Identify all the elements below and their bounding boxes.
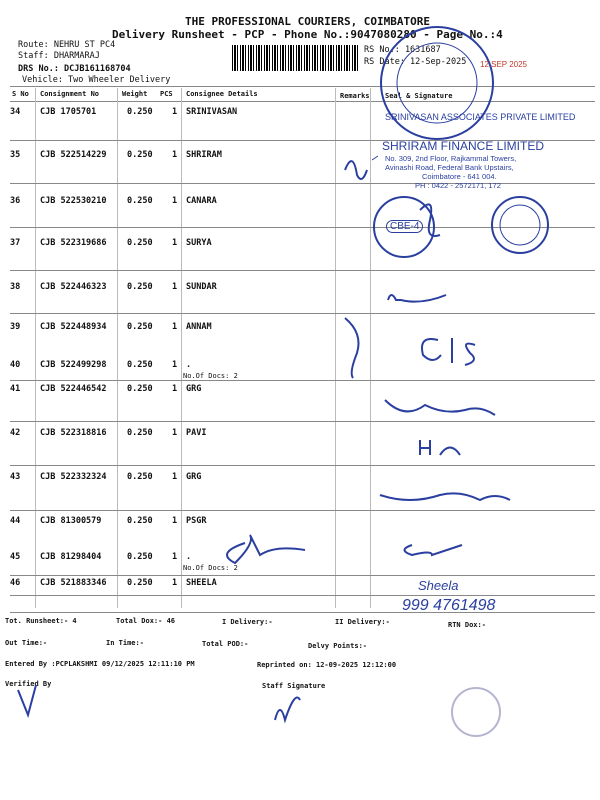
- pcs: 1: [172, 428, 178, 438]
- weight: 0.250: [127, 150, 153, 160]
- rs-date: RS Date: 12-Sep-2025: [364, 57, 467, 67]
- col-pcs: PCS: [160, 90, 173, 98]
- associates-stamp: SRINIVASAN ASSOCIATES PRIVATE LIMITED: [385, 112, 576, 122]
- row-sno: 39: [10, 322, 21, 332]
- consignee-name: PSGR: [186, 516, 207, 526]
- row-sno: 44: [10, 516, 21, 526]
- faint-stamp-circle: [452, 688, 500, 736]
- weight: 0.250: [127, 552, 153, 562]
- consignee-name: SHRIRAM: [186, 150, 222, 160]
- consignee-name: SUNDAR: [186, 282, 217, 292]
- rs-number: RS No.: 1631687: [364, 45, 441, 55]
- pcs: 1: [172, 196, 178, 206]
- consignee-name: GRG: [186, 384, 202, 394]
- row-sno: 35: [10, 150, 21, 160]
- staff-signature: Staff Signature: [262, 682, 326, 690]
- weight: 0.250: [127, 196, 153, 206]
- weight: 0.250: [127, 360, 153, 370]
- shriram-addr3: Coimbatore - 641 004.: [422, 172, 497, 181]
- consignment-no: CJB 522318816: [40, 428, 107, 438]
- reprinted-on: Reprinted on: 12-09-2025 12:12:00: [257, 661, 397, 669]
- verified-signature: [18, 685, 36, 715]
- consignment-no: CJB 522448934: [40, 322, 107, 332]
- consignment-no: CJB 522446542: [40, 384, 107, 394]
- row-sno: 42: [10, 428, 21, 438]
- signature-38: [388, 295, 446, 302]
- entered-by: Entered By :PCPLAKSHMI 09/12/2025 12:11:10 PM: [5, 660, 195, 668]
- docs-note: No.Of Docs: 2: [183, 564, 238, 572]
- consignment-no: CJB 522514229: [40, 150, 107, 160]
- weight: 0.250: [127, 578, 153, 588]
- pcs: 1: [172, 238, 178, 248]
- drs-number: DRS No.: DCJB161168704: [18, 64, 131, 74]
- row-sno: 46: [10, 578, 21, 588]
- col-weight: Weight: [122, 90, 148, 98]
- consignment-no: CJB 522530210: [40, 196, 107, 206]
- weight: 0.250: [127, 238, 153, 248]
- signature-40: [422, 338, 475, 365]
- consignment-no: CJB 81300579: [40, 516, 102, 526]
- weight: 0.250: [127, 322, 153, 332]
- route: Route: NEHRU ST PC4: [18, 40, 116, 50]
- consignee-name: SHEELA: [186, 578, 217, 588]
- cbe-stamp: CBE-4: [386, 220, 423, 233]
- pcs: 1: [172, 360, 178, 370]
- pcs: 1: [172, 322, 178, 332]
- out-time: Out Time:-: [5, 639, 48, 647]
- ii-delivery: II Delivery:-: [335, 618, 390, 626]
- weight: 0.250: [127, 472, 153, 482]
- weight: 0.250: [127, 384, 153, 394]
- col-consignment: Consignment No: [40, 90, 100, 98]
- consignment-no: CJB 521883346: [40, 578, 107, 588]
- weight: 0.250: [127, 516, 153, 526]
- consignment-no: CJB 81298404: [40, 552, 102, 562]
- weight: 0.250: [127, 428, 153, 438]
- consignee-name: .: [186, 552, 192, 562]
- consignee-name: PAVI: [186, 428, 207, 438]
- pcs: 1: [172, 384, 178, 394]
- total-pod: Total POD:-: [202, 640, 249, 648]
- consignee-name: ANNAM: [186, 322, 212, 332]
- consignee-name: CANARA: [186, 196, 217, 206]
- consignment-no: CJB 522332324: [40, 472, 107, 482]
- shriram-addr2: Avinashi Road, Federal Bank Upstairs,: [385, 163, 514, 172]
- signature-42: [420, 440, 460, 455]
- weight: 0.250: [127, 282, 153, 292]
- consignment-no: CJB 522446323: [40, 282, 107, 292]
- col-consignee: Consignee Details: [186, 90, 258, 98]
- pcs: 1: [172, 282, 178, 292]
- consignment-no: CJB 522319686: [40, 238, 107, 248]
- handwritten-phone: 999 4761498: [402, 597, 496, 614]
- row-sno: 36: [10, 196, 21, 206]
- vehicle: Vehicle: Two Wheeler Delivery: [22, 75, 171, 85]
- shriram-stamp-title: SHRIRAM FINANCE LIMITED: [382, 139, 545, 153]
- date-stamp: 12 SEP 2025: [480, 60, 528, 69]
- verified-by: Verified By: [5, 680, 52, 688]
- row-sno: 37: [10, 238, 21, 248]
- row-sno: 43: [10, 472, 21, 482]
- row-sno: 40: [10, 360, 21, 370]
- row-sno: 34: [10, 107, 21, 117]
- runsheet-subtitle: Delivery Runsheet - PCP - Phone No.:9047080280 - Page No.:4: [112, 28, 503, 41]
- signature-39: [345, 318, 359, 378]
- signature-43: [380, 493, 510, 500]
- signature-44: [405, 545, 463, 555]
- tot-runsheet: Tot. Runsheet:- 4: [5, 617, 77, 625]
- signature-35: [345, 161, 367, 179]
- pcs: 1: [172, 552, 178, 562]
- signature-41: [385, 400, 495, 415]
- associates-stamp-circle: [381, 27, 493, 139]
- shriram-phone: PH : 0422 - 2572171, 172: [415, 181, 501, 190]
- delvy-points: Delvy Points:-: [308, 642, 368, 650]
- row-sno: 41: [10, 384, 21, 394]
- total-dox: Total Dox:- 46: [116, 617, 176, 625]
- consignment-no: CJB 1705701: [40, 107, 97, 117]
- row-sno: 45: [10, 552, 21, 562]
- company-title: THE PROFESSIONAL COURIERS, COIMBATORE: [185, 15, 431, 28]
- col-remarks: Remarks: [340, 92, 370, 100]
- pcs: 1: [172, 578, 178, 588]
- pcs: 1: [172, 150, 178, 160]
- consignment-no: CJB 522499298: [40, 360, 107, 370]
- col-sno: S No: [12, 90, 29, 98]
- staff: Staff: DHARMARAJ: [18, 51, 100, 61]
- consignee-name: .: [186, 360, 192, 370]
- in-time: In Time:-: [106, 639, 144, 647]
- signature-45: [227, 535, 305, 563]
- staff-signature-mark: [275, 698, 300, 721]
- consignee-name: GRG: [186, 472, 202, 482]
- consignee-name: SRINIVASAN: [186, 107, 238, 117]
- pcs: 1: [172, 472, 178, 482]
- rtn-dox: RTN Dox:-: [448, 621, 486, 629]
- row-sno: 38: [10, 282, 21, 292]
- weight: 0.250: [127, 107, 153, 117]
- shriram-addr1: No. 309, 2nd Floor, Rajkammal Towers,: [385, 154, 517, 163]
- col-seal: Seal & Signature: [385, 92, 453, 100]
- pcs: 1: [172, 516, 178, 526]
- docs-note: No.Of Docs: 2: [183, 372, 238, 380]
- handwritten-name: Sheela: [418, 578, 459, 593]
- pcs: 1: [172, 107, 178, 117]
- i-delivery: I Delivery:-: [222, 618, 273, 626]
- consignee-name: SURYA: [186, 238, 212, 248]
